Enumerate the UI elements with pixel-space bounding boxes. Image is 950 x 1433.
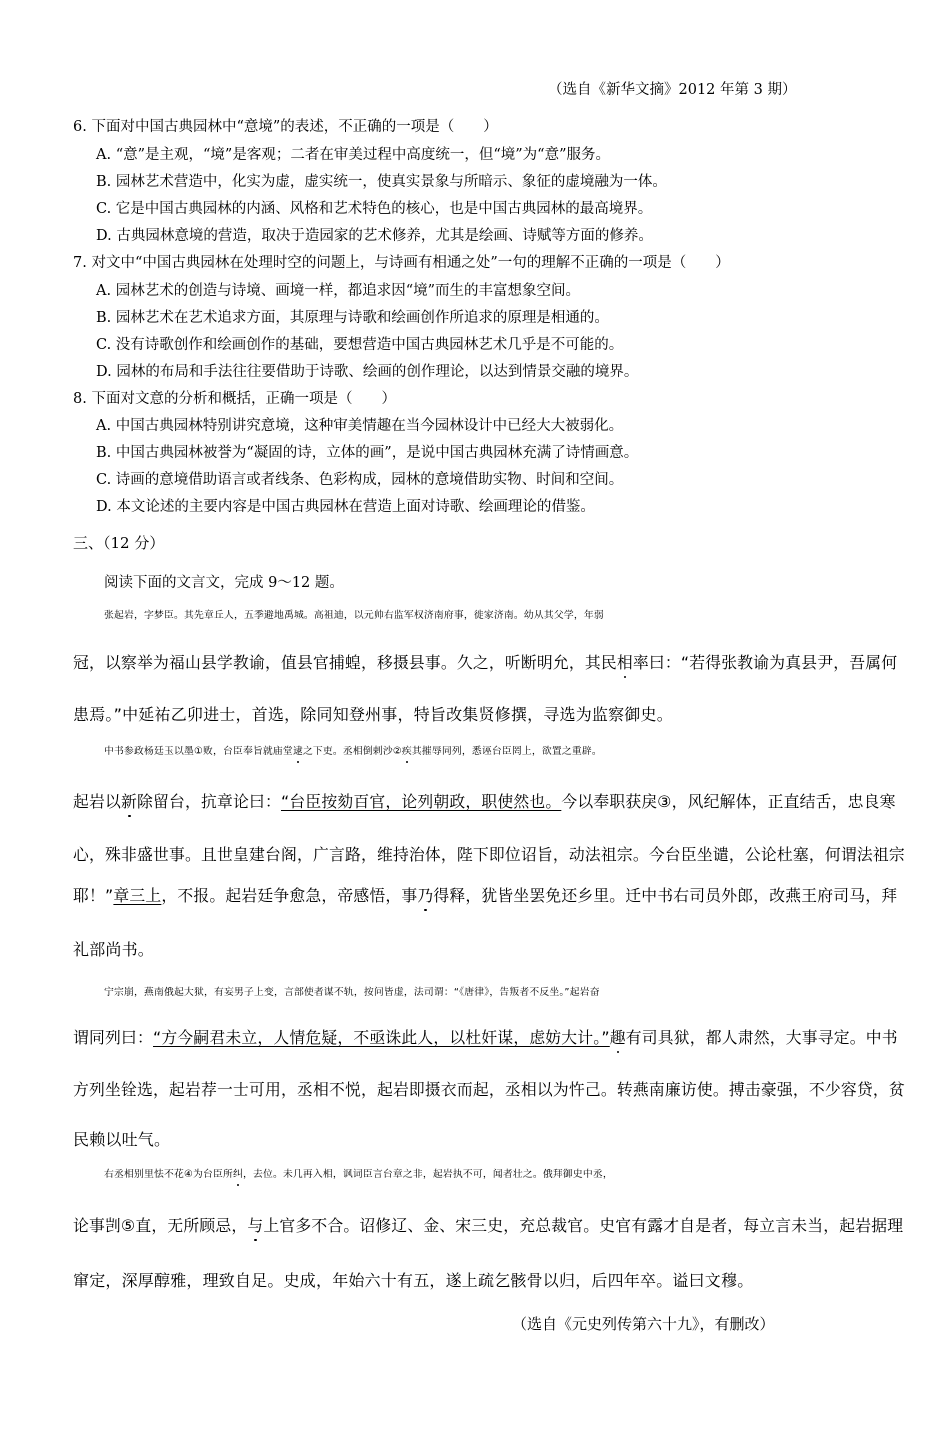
option-d: D. 古典园林意境的营造，取决于造园家的艺术修养，尤其是绘画、诗赋等方面的修养。 (96, 228, 653, 244)
question-stem: 8. 下面对文意的分析和概括，正确一项是（ ） (73, 391, 396, 407)
marked-word: 乃 (417, 886, 434, 905)
passage-line: 患焉。”中延祐乙卯进士，首选，除同知登州事，特旨改集贤修撰，寻选为监察御史。 (73, 705, 673, 724)
question-stem: 6. 下面对中国古典园林中“意境”的表述，不正确的一项是（ ） (73, 119, 498, 135)
underlined-sentence: “方今嗣君未立，人情危疑，不亟诛此人，以杜奸谋，虑妨大计。” (153, 1028, 610, 1047)
marked-word: 相 (616, 653, 633, 672)
passage-line: 心，殊非盛世事。且世皇建台阁，广言路，维持治体，陛下即位诏旨，动法祖宗。今台臣坐谴，公论杜塞，何谓法祖宗 (73, 845, 905, 864)
underlined-sentence: “台臣按劾百官，论列朝政，职使然也。 (280, 792, 562, 811)
section-title: 三、（12 分） (73, 534, 165, 552)
passage-line: 耶！”章三上，不报。起岩廷争愈急，帝感悟，事乃得释，犹皆坐罢免还乡里。迁中书右司员外郎，改燕王府司马，拜 (73, 886, 898, 905)
passage-line: 张起岩，字梦臣。其先章丘人，五季避地禹城。高祖迪，以元帅右监军权济南府事，徙家济南。幼从其父学，年弱 (104, 610, 604, 621)
marked-word: 逮 (292, 746, 303, 757)
marked-word: 趣 (609, 1028, 626, 1047)
passage-line: 民赖以吐气。 (73, 1130, 171, 1149)
option-b: B. 中国古典园林被誉为“凝固的诗，立体的画”，是说中国古典园林充满了诗情画意。 (96, 445, 639, 461)
source-citation-bottom: （选自《元史列传第六十九》，有删改） (512, 1315, 775, 1333)
passage-line: 中书参政杨廷玉以墨①败，台臣奉旨就庙堂逮之下吏。丞相倒剌沙②疾其摧辱同列，悉诬台臣罔上，欲置之重辟。 (104, 746, 602, 757)
option-d: D. 本文论述的主要内容是中国古典园林在营造上面对诗歌、绘画理论的借鉴。 (96, 499, 595, 515)
option-b: B. 园林艺术在艺术追求方面，其原理与诗歌和绘画创作所追求的原理是相通的。 (96, 310, 609, 326)
option-c: C. 诗画的意境借助语言或者线条、色彩构成，园林的意境借助实物、时间和空间。 (96, 472, 624, 488)
marked-word: 疾 (401, 746, 412, 757)
option-c: C. 没有诗歌创作和绘画创作的基础，要想营造中国古典园林艺术几乎是不可能的。 (96, 337, 624, 353)
passage-line: 宁宗崩，燕南俄起大狱，有妄男子上变，言部使者谋不轨，按问皆虚，法司谓：“《唐律》，告叛者不反坐。”起岩奋 (104, 987, 600, 998)
marked-word: 纠 (232, 1169, 243, 1180)
question-stem: 7. 对文中“中国古典园林在处理时空的问题上，与诗画有相通之处”一句的理解不正确的一项是（ ） (73, 255, 730, 271)
passage-line: 右丞相别里怯不花④为台臣所纠，去位。未几再入相，讽词臣言台章之非，起岩执不可，闻者壮之。俄拜御史中丞， (104, 1169, 613, 1180)
option-a: A. “意”是主观，“境”是客观；二者在审美过程中高度统一，但“境”为“意”服务。 (96, 147, 610, 163)
passage-line: 礼部尚书。 (73, 940, 155, 959)
passage-line: 论事剀⑤直，无所顾忌，与上官多不合。诏修辽、金、宋三史，充总裁官。史官有露才自是者，每立言未当，起岩据理 (73, 1216, 904, 1235)
reading-instruction: 阅读下面的文言文，完成 9～12 题。 (104, 575, 344, 591)
option-a: A. 园林艺术的创造与诗境、画境一样，都追求因“境”而生的丰富想象空间。 (96, 283, 581, 299)
passage-line: 冠，以察举为福山县学教谕，值县官捕蝗，移摄县事。久之，听断明允，其民相率曰：“若得张教谕为真县尹，吾属何 (73, 653, 898, 672)
passage-line: 谓同列曰：“方今嗣君未立，人情危疑，不亟诛此人，以杜奸谋，虑妨大计。”趣有司具狱，都人肃然，大事寻定。中书 (73, 1028, 898, 1047)
marked-word: 与 (247, 1216, 264, 1235)
option-c: C. 它是中国古典园林的内涵、风格和艺术特色的核心，也是中国古典园林的最高境界。 (96, 201, 653, 217)
marked-word: 新 (121, 792, 137, 811)
passage-line: 方列坐铨选，起岩荐一士可用，丞相不悦，起岩即摄衣而起，丞相以为忤己。转燕南廉访使。搏击豪强，不少容贷，贫 (73, 1080, 905, 1099)
option-d: D. 园林的布局和手法往往要借助于诗歌、绘画的创作理论，以达到情景交融的境界。 (96, 364, 639, 380)
option-b: B. 园林艺术营造中，化实为虚，虚实统一，使真实景象与所暗示、象征的虚境融为一体。 (96, 174, 667, 190)
underlined-sentence: 章三上 (113, 886, 162, 905)
passage-line: 起岩以新除留台，抗章论曰：“台臣按劾百官，论列朝政，职使然也。今以奉职获戾③，风纪解体，正直结舌，忠良寒 (73, 792, 896, 811)
source-citation-top: （选自《新华文摘》2012 年第 3 期） (548, 82, 797, 98)
option-a: A. 中国古典园林特别讲究意境，这种审美情趣在当今园林设计中已经大大被弱化。 (96, 418, 624, 434)
passage-line: 窜定，深厚醇雅，理致自足。史成，年始六十有五，遂上疏乞骸骨以归，后四年卒。谥曰文穆。 (73, 1271, 754, 1290)
